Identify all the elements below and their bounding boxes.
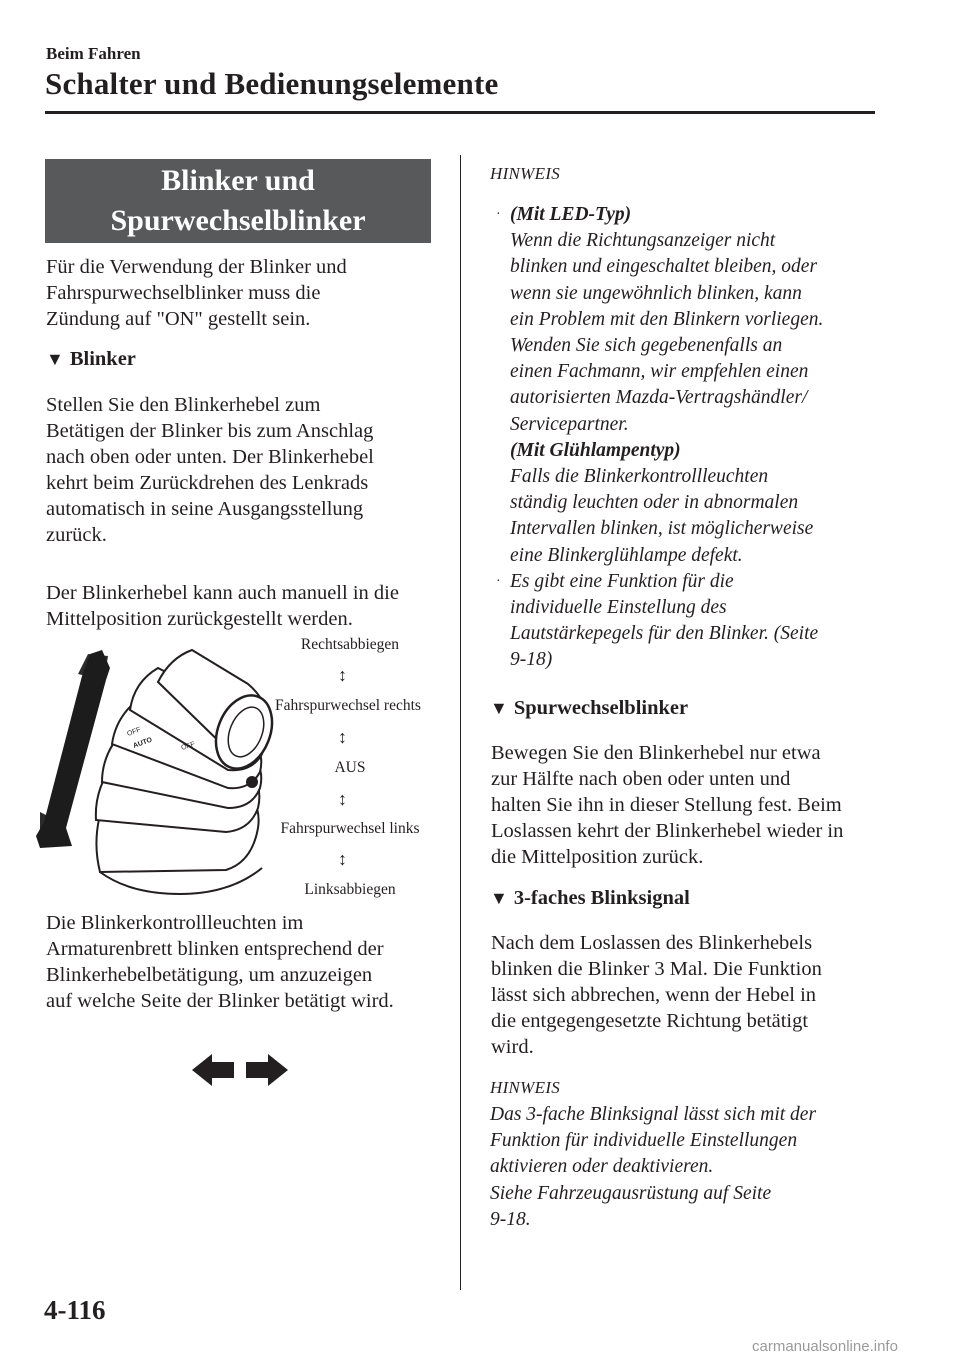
blinker-line: nach oben oder unten. Der Blinkerhebel xyxy=(46,446,374,468)
note2-line: aktivieren oder deaktivieren. xyxy=(490,1156,714,1178)
note-line: Wenden Sie sich gegebenenfalls an xyxy=(510,335,783,357)
auto-marking: AUTO xyxy=(132,736,154,750)
triple-paragraph xyxy=(491,930,891,1060)
indicator-line: auf welche Seite der Blinker betätigt wird. xyxy=(46,990,394,1012)
triangle-down-icon: ▼ xyxy=(46,349,64,369)
label-lane-left: Fahrspurwechsel links xyxy=(280,820,420,837)
triple-line: lässt sich abbrechen, wenn der Hebel in xyxy=(491,984,817,1006)
label-right-turn: Rechtsabbiegen xyxy=(300,636,400,653)
page-title-line2: Spurwechselblinker xyxy=(110,204,366,237)
note-line: einen Fachmann, wir empfehlen einen xyxy=(510,361,809,383)
note-line: Servicepartner. xyxy=(510,413,629,435)
header-rule xyxy=(45,111,875,114)
updown-arrow-icon: ↕ xyxy=(338,727,347,747)
updown-arrow-icon: ↕ xyxy=(338,849,347,869)
note-line: Lautstärkepegels für den Blinker. (Seite xyxy=(510,623,819,645)
bullet-dot-icon: · xyxy=(496,207,501,222)
note2-paragraph xyxy=(490,1102,890,1233)
column-divider xyxy=(460,155,461,1290)
note2-line: Funktion für individuelle Einstellungen xyxy=(490,1130,798,1152)
note-line: (Mit Glühlampentyp) xyxy=(510,439,681,461)
blinker-line: kehrt beim Zurückdrehen des Lenkrads xyxy=(46,472,369,494)
breadcrumb: Beim Fahren xyxy=(46,44,141,63)
note-line: wenn sie ungewöhnlich blinken, kann xyxy=(510,282,802,304)
page-number: 4-116 xyxy=(44,1295,106,1325)
page-title-box xyxy=(45,159,431,243)
page-title-line1: Blinker und xyxy=(161,164,315,197)
lane-line: zur Hälfte nach oben oder unten und xyxy=(491,768,791,790)
right-arrow-icon xyxy=(246,1054,288,1086)
section-title: Schalter und Bedienungselemente xyxy=(45,66,499,101)
updown-arrow-icon: ↕ xyxy=(338,665,347,685)
note-line: 9-18) xyxy=(510,649,553,671)
note-line: individuelle Einstellung des xyxy=(510,597,727,619)
intro-line: Fahrspurwechselblinker muss die xyxy=(46,282,321,304)
note-line: Falls die Blinkerkontrollleuchten xyxy=(510,466,769,488)
blinker-heading xyxy=(46,348,136,371)
triple-heading xyxy=(490,887,690,910)
blinker-line: Stellen Sie den Blinkerhebel zum xyxy=(46,394,321,416)
blinker-line: automatisch in seine Ausgangsstellung xyxy=(46,498,364,520)
manual-paragraph xyxy=(46,580,456,632)
note-list xyxy=(496,202,880,674)
triple-heading-text: 3-faches Blinksignal xyxy=(513,887,690,909)
bullet-dot-icon: · xyxy=(496,573,501,589)
label-off: AUS xyxy=(334,759,366,776)
updown-arrow-icon: ↕ xyxy=(338,789,347,809)
off-marking: OFF xyxy=(126,726,142,738)
manual-line: Mittelposition zurückgestellt werden. xyxy=(46,608,353,630)
note-item xyxy=(496,202,880,569)
blinker-paragraph xyxy=(46,392,446,548)
triple-line: Nach dem Loslassen des Blinkerhebels xyxy=(491,932,813,954)
left-arrow-icon xyxy=(192,1054,234,1086)
lane-line: Bewegen Sie den Blinkerhebel nur etwa xyxy=(491,742,821,764)
blinker-heading-text: Blinker xyxy=(69,348,136,370)
indicator-line: Blinkerhebelbetätigung, um anzuzeigen xyxy=(46,964,373,986)
note-line: (Mit LED-Typ) xyxy=(510,204,632,225)
note-line: eine Blinkerglühlampe defekt. xyxy=(510,544,743,566)
lane-heading-text: Spurwechselblinker xyxy=(513,697,689,719)
manual-line: Der Blinkerhebel kann auch manuell in die xyxy=(46,582,399,604)
label-lane-right: Fahrspurwechsel rechts xyxy=(275,697,421,714)
lane-line: die Mittelposition zurück. xyxy=(491,846,704,868)
watermark: carmanualsonline.info xyxy=(752,1338,898,1355)
turn-indicator-icons xyxy=(190,1052,290,1088)
note-line: ein Problem mit den Blinkern vorliegen. xyxy=(510,308,824,330)
indicator-line: Die Blinkerkontrollleuchten im xyxy=(46,912,304,934)
note2-line: Siehe Fahrzeugausrüstung auf Seite xyxy=(490,1182,772,1204)
label-left-turn: Linksabbiegen xyxy=(304,881,396,898)
blinker-line: zurück. xyxy=(46,524,107,546)
lane-line: Loslassen kehrt der Blinkerhebel wieder in xyxy=(491,820,844,842)
note-label: HINWEIS xyxy=(490,1078,561,1097)
intro-line: Für die Verwendung der Blinker und xyxy=(46,256,347,278)
note-line: ständig leuchten oder in abnormalen xyxy=(510,492,799,514)
lane-heading xyxy=(490,697,688,720)
note-label: HINWEIS xyxy=(490,164,561,183)
triple-line: wird. xyxy=(491,1036,534,1058)
triple-line: blinken die Blinker 3 Mal. Die Funktion xyxy=(491,958,822,980)
intro-line: Zündung auf "ON" gestellt sein. xyxy=(46,308,311,330)
blinker-line: Betätigen der Blinker bis zum Anschlag xyxy=(46,420,374,442)
triangle-down-icon: ▼ xyxy=(490,698,508,718)
lever-knob-icon xyxy=(246,776,258,788)
note-line: Wenn die Richtungsanzeiger nicht xyxy=(510,230,776,252)
note-line: autorisierten Mazda-Vertragshändler/ xyxy=(510,387,808,409)
lane-line: halten Sie ihn in dieser Stellung fest. Beim xyxy=(491,794,842,816)
lane-paragraph xyxy=(491,740,891,870)
note2-line: 9-18. xyxy=(490,1208,531,1230)
indicator-paragraph xyxy=(46,910,456,1014)
triple-line: die entgegengesetzte Richtung betätigt xyxy=(491,1010,809,1032)
note-item xyxy=(496,569,880,674)
note-line: blinken und eingeschaltet bleiben, oder xyxy=(510,256,818,278)
triangle-down-icon: ▼ xyxy=(490,888,508,908)
off-marking: OFF xyxy=(180,740,196,752)
note-line: Intervallen blinken, ist möglicherweise xyxy=(510,518,814,540)
note2-line: Das 3-fache Blinksignal lässt sich mit der xyxy=(490,1104,817,1125)
intro-paragraph xyxy=(46,254,446,332)
indicator-line: Armaturenbrett blinken entsprechend der xyxy=(46,938,384,960)
note-line: Es gibt eine Funktion für die xyxy=(510,570,734,592)
